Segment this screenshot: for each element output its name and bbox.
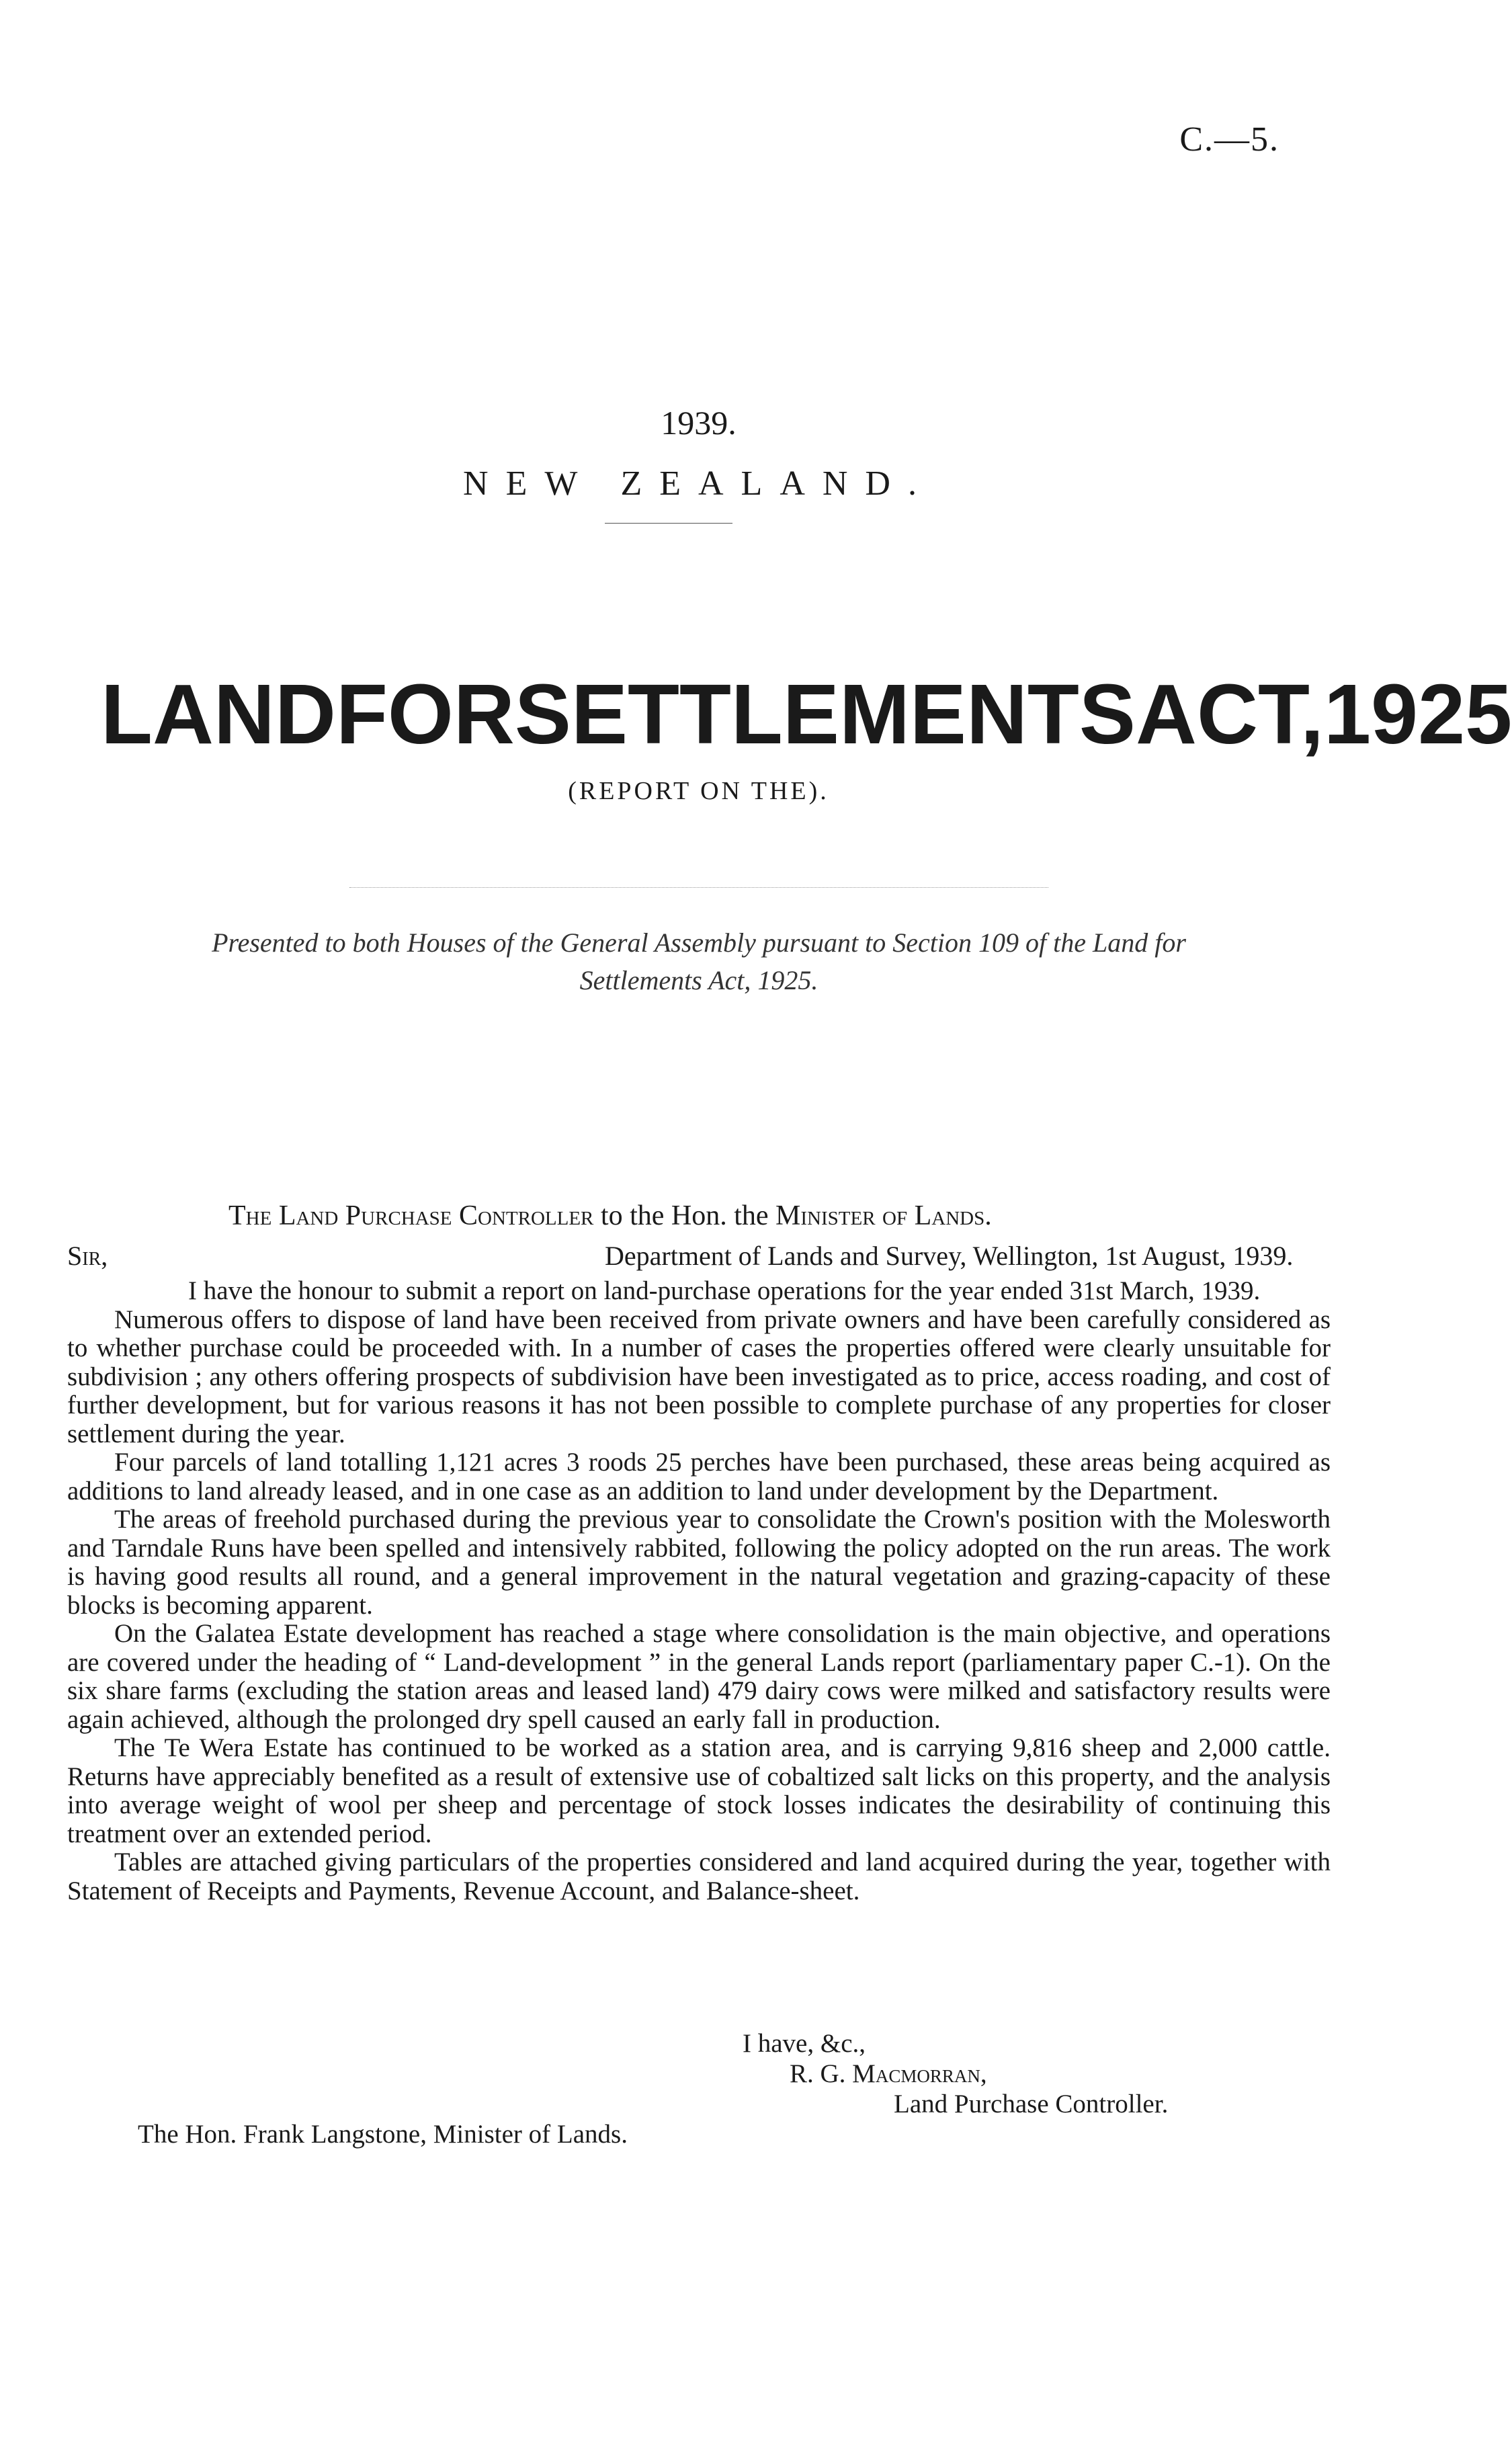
- year: 1939.: [661, 404, 737, 442]
- salutation: [228, 1200, 992, 1232]
- paragraph: The areas of freehold purchased during the previous year to consolidate the Crown's position with the Molesworth and Tarndale Runs have been spelled and intensively rabbited, following the policy adopted on the run areas. The work is having good results all round, and a general improvement in the natural vegetation and grazing-capacity of these blocks is becoming apparent.: [67, 1505, 1331, 1620]
- dateline: Department of Lands and Survey, Wellington, 1st August, 1939.: [605, 1241, 1294, 1271]
- paragraph: Numerous offers to dispose of land have been received from private owners and have been carefully considered as to whether purchase could be proceeded with. In a number of cases the properties offered were clearly unsuitable for subdivision ; any others offering prospects of subdivision have been investigated as to price, access roading, and cost of further development, but for various reasons it has not been possible to complete purchase of any properties for closer settlement during the year.: [67, 1305, 1331, 1448]
- addressee: The Hon. Frank Langstone, Minister of Lands.: [138, 2120, 628, 2149]
- signatory: R. G. Macmorran,: [790, 2059, 987, 2088]
- paragraph: The Te Wera Estate has continued to be worked as a station area, and is carrying 9,816 sheep and 2,000 cattle. Returns have appreciably benefited as a result of extensive use of cobaltized salt licks on this property, and the analysis into average weight of wool per sheep and percentage of stock losses indicates the desirability of continuing this treatment over an extended period.: [67, 1733, 1331, 1848]
- title-word: SETTLEMENTS: [514, 667, 1136, 761]
- divider: [605, 523, 732, 524]
- salutation-minister: Minister of Lands.: [775, 1200, 992, 1231]
- title-word: FOR: [335, 667, 515, 761]
- title-word: 1925: [1323, 667, 1512, 761]
- salutation-from: The Land Purchase Controller: [228, 1200, 594, 1231]
- paragraph: Tables are attached giving particulars of the properties considered and land acquired during the year, together with Statement of Receipts and Payments, Revenue Account, and Balance-sheet.: [67, 1848, 1331, 1905]
- paragraph: On the Galatea Estate development has reached a stage where consolidation is the main objective, and operations are covered under the heading of “ Land-development ” in the general Lands report (parliamentary paper C.-1). On the six share farms (excluding the station areas and leased land) 479 dairy cows were milked and satisfactory results were again achieved, although the prolonged dry spell caused an early fall in production.: [67, 1619, 1331, 1734]
- title-word: LAND: [101, 667, 336, 761]
- paragraph: I have the honour to submit a report on land-purchase operations for the year ended 31st March, 1939.: [188, 1276, 1261, 1305]
- divider: [349, 887, 1048, 888]
- signatory-title: Land Purchase Controller.: [894, 2090, 1169, 2118]
- sir: Sir,: [67, 1241, 108, 1271]
- document-title: [101, 665, 1512, 763]
- page-code: C.—5.: [1179, 120, 1279, 159]
- letter-body: [67, 1277, 1331, 1905]
- salutation-to: to the Hon. the: [600, 1200, 769, 1231]
- closing: I have, &c.,: [743, 2029, 866, 2058]
- title-word: ACT,: [1135, 667, 1324, 761]
- presented-note: Presented to both Houses of the General Assembly pursuant to Section 109 of the Land for Settlements Act, 1925.: [212, 927, 1186, 995]
- paragraph: Four parcels of land totalling 1,121 acres 3 roods 25 perches have been purchased, these areas being acquired as additions to land already leased, and in one case as an addition to land under development by the Department.: [67, 1448, 1331, 1505]
- subtitle: (REPORT ON THE).: [568, 777, 829, 805]
- country-heading: NEW ZEALAND.: [463, 464, 934, 503]
